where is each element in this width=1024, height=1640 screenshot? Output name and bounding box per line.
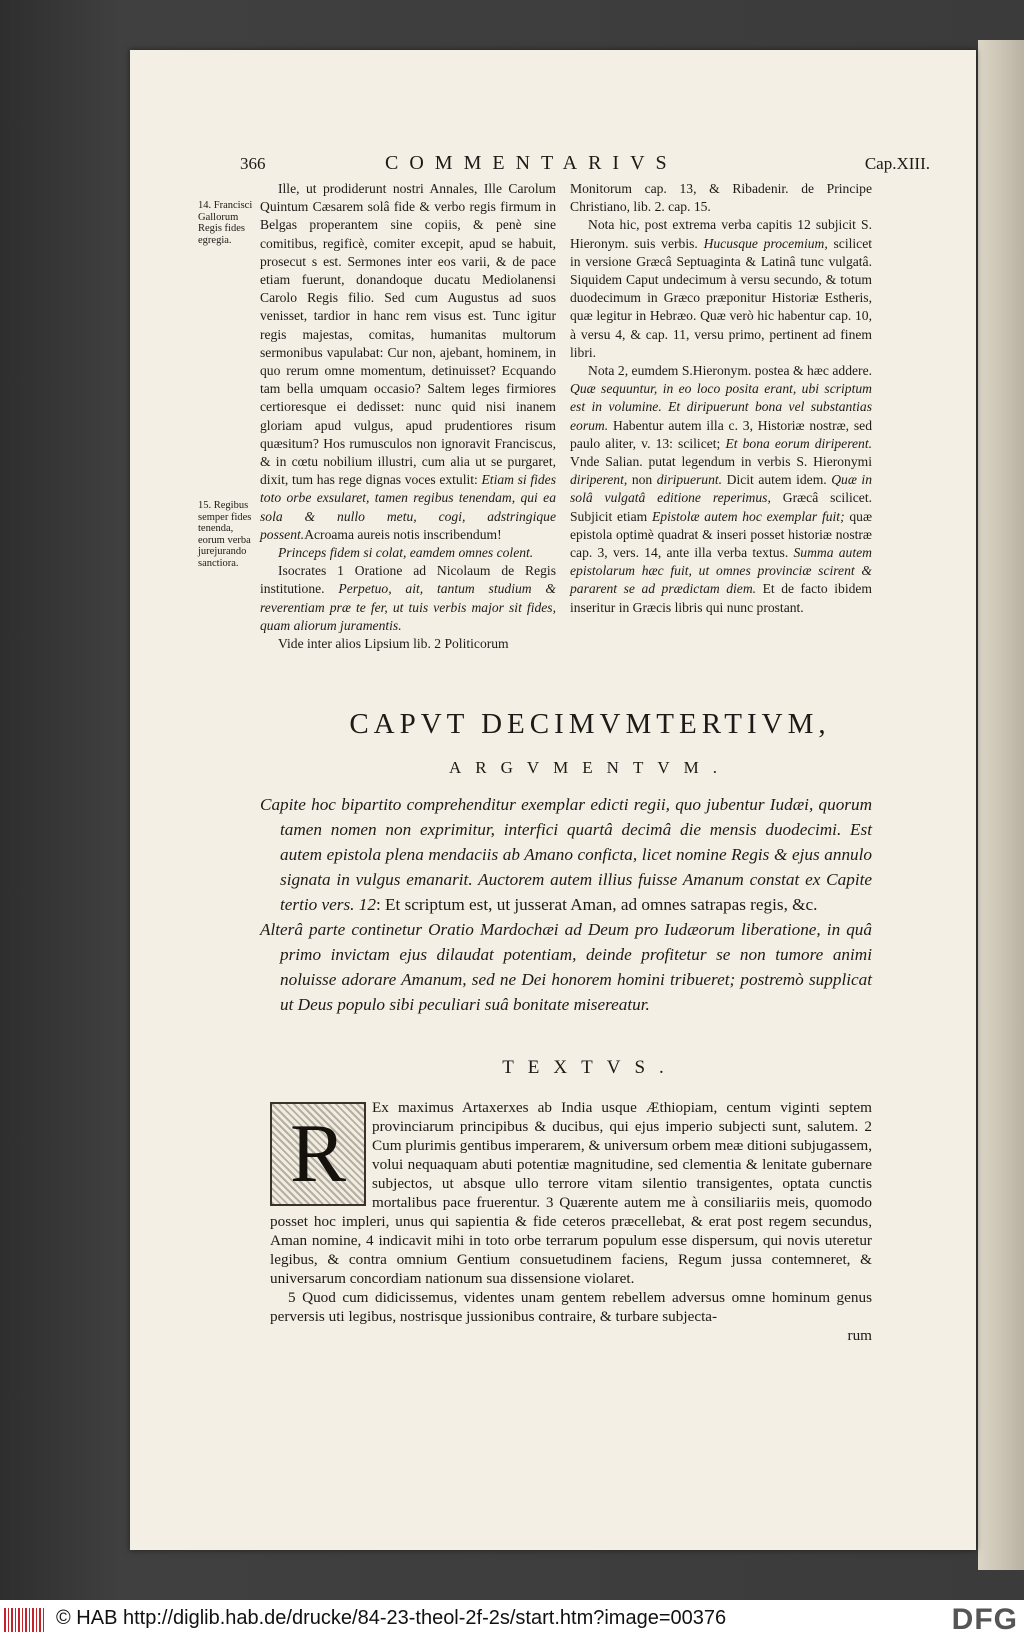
running-title: COMMENTARIVS xyxy=(385,152,678,174)
left-paragraph-1: Ille, ut prodiderunt nostri Annales, Ille Carolum Quintum Cæsarem solâ fide & verbo regis firmum in Belgas properantem sine copiis, & penè sine comitibus, regificè, comiter excepit, apud se habuit, prosecut s est. Sermones inter eos varii, & de pace etiam fuerunt, donandoque ducatu Mediolanensi Carolo Regis filio. Sed cum Augustus ad suos venisset, tardior in hanc rem visus est. Tunc igitur regis majestas, comitas, humanitas multorum sermonibus vapulabat: Cur non, ajebant, hominem, in quo rerum omne momentum, detinuisset? Ecquando tam bella umquam occasio? Saltem leges firmiores certioresque ei dedisset: nunc quid nisi inanem gloriam apud vulgus, apud prudentiores risum quæsitum? Hos rumusculos non ignoravit Franciscus, & in cœtu nobilium illustri, cum alia ut se purgaret, dixit, tum has rege dignas voces extulit: Etiam si fides toto orbe exsularet, tamen regibus tenendam, qui ea sola & nullo metu, cogi, adstringique possent.Acroama aureis notis inscribendum! xyxy=(260,181,556,542)
book-page xyxy=(130,50,976,1550)
chapter-title: CAPVT DECIMVMTERTIVM, xyxy=(349,708,831,740)
right-column xyxy=(570,180,872,617)
right-paragraph-1: Monitorum cap. 13, & Ribadenir. de Principe Christiano, lib. 2. cap. 15. xyxy=(570,181,872,215)
footer-bar xyxy=(0,1600,1024,1640)
right-paragraph-3: Nota 2, eumdem S.Hieronym. postea & hæc addere. Quæ sequuntur, in eo loco posita erant, ubi scriptum est in volumine. Et diripuerunt bona vel substantias eorum. Habentur autem illa c. 3, Historiæ nostræ, sed paulo aliter, v. 13: scilicet; Et bona eorum diriperent. Vnde Salian. putat legendum in verbis S. Hieronymi diriperent, non diripuerunt. Dicit autem idem. Quæ in solâ vulgatâ editione reperimus, Græcâ scilicet. Subjicit etiam Epistolæ autem hoc exemplar fuit; quæ epistola optimè quadrat & inseri posset historiæ nostræ cap. 3, vers. 14, ante illa verba textus. Summa autem epistolarum hæc fuit, ut omnes provinciæ scirent & pararent se ad prædictam diem. Et de facto ibidem inseritur in Græcis libris qui nunc prostant. xyxy=(570,363,873,615)
margin-note-14: 14. Francisci Gallorum Regis fides egregia. xyxy=(198,200,253,246)
verse-line: Princeps fidem si colat, eamdem omnes colent. xyxy=(278,545,534,561)
left-column xyxy=(260,180,556,653)
textus-paragraph-1: Ex maximus Artaxerxes ab India usque Æthiopiam, centum viginti septem provinciarum principibus & ducibus, qui ejus imperio subjecti sunt, salutem. 2 Cum plurimis gentibus imperarem, & universum orbem meæ ditioni subjugassem, volui nequaquam abuti potentiæ magnitudine, sed clementia & lenitate gubernare subjectos, ut absque ullo terrore vitam silentio transigentes, optata cunctis mortalibus pace fruerentur. 3 Quærente autem me à consiliariis meis, quomodo posset hoc impleri, unus qui sapientia & fide ceteros præcellebat, & erat post regem secundus, Aman nomine, 4 indicavit mihi in toto orbe terrarum populum esse dispersum, qui novis uteretur legibus, & contra omnium Gentium consuetudinem faciens, Regum jussa contemneret, & universarum concordiam nationum sua dissensione violaret. xyxy=(270,1099,872,1287)
argument-paragraph-2: Alterâ parte continetur Oratio Mardochæi ad Deum pro Iudæorum liberatione, in quâ primo invictam ejus dilaudat potentiam, deinde profitetur se non tumore animi noluisse adorare Amanum, sed ne Dei honorem homini tribueret; postremò supplicat ut Deus populo sibi peculiari suâ bonitate misereatur. xyxy=(260,920,872,1014)
textus-paragraph-2: 5 Quod cum didicissemus, videntes unam gentem rebellem adversus omne hominum genus perversis uti legibus, nostrisque jussionibus contraire, & turbare subjecta- xyxy=(270,1289,872,1325)
book-page-edges xyxy=(978,40,1024,1570)
page-number: 366 xyxy=(240,154,266,173)
argument-block xyxy=(260,792,872,1017)
source-url[interactable]: © HAB http://diglib.hab.de/drucke/84-23-theol-2f-2s/start.htm?image=00376 xyxy=(56,1607,727,1629)
drop-cap-letter: R xyxy=(272,1104,364,1204)
left-paragraph-2: Isocrates 1 Oratione ad Nicolaum de Regis institutione. Perpetuo, ait, tantum studium & reverentiam præ te fer, ut tuis verbis major sit fides, quam aliorum juramentis. xyxy=(260,563,556,633)
chapter-label: Cap.XIII. xyxy=(864,154,930,173)
dfg-logo: DFG xyxy=(951,1603,1018,1636)
textus-block xyxy=(270,1098,872,1345)
textus-heading: TEXTVS. xyxy=(502,1057,678,1078)
running-head xyxy=(240,152,930,180)
decorated-initial xyxy=(270,1102,366,1206)
margin-note-15: 15. Regibus semper fides tenenda, eorum verba jurejurando sanctiora. xyxy=(198,500,252,569)
catchword: rum xyxy=(847,1327,872,1344)
left-paragraph-3: Vide inter alios Lipsium lib. 2 Politicorum xyxy=(278,636,509,652)
argument-paragraph-1: Capite hoc bipartito comprehenditur exemplar edicti regii, quo jubentur Iudæi, quorum tamen nomen non exprimitur, interfici quartâ decimâ die mensis duodecimi. Est autem epistola plena mendaciis ab Amano conficta, licet nomine Regis & ejus annulo signata in vulgus emanarit. Auctorem autem illius fuisse Amanum constat ex Capite tertio vers. 12: Et scriptum est, ut jusserat Aman, ad omnes satrapas regis, &c. xyxy=(260,795,872,914)
hab-barcode-icon xyxy=(4,1608,44,1632)
right-paragraph-2: Nota hic, post extrema verba capitis 12 subjicit S. Hieronym. suis verbis. Hucusque procemium, scilicet in versione Græcâ Septuaginta & Latinâ tunc vulgatâ. Siquidem Caput undecimum à versu secundo, & totum duodecimum in Græco præponitur Historiæ Estheris, quæ legitur in Hebræo. Quæ verò hic habentur cap. 10, à versu 4, & cap. 11, versu primo, pertinent ad finem libri. xyxy=(570,217,872,360)
argumentum-heading: ARGVMENTVM. xyxy=(449,758,731,777)
